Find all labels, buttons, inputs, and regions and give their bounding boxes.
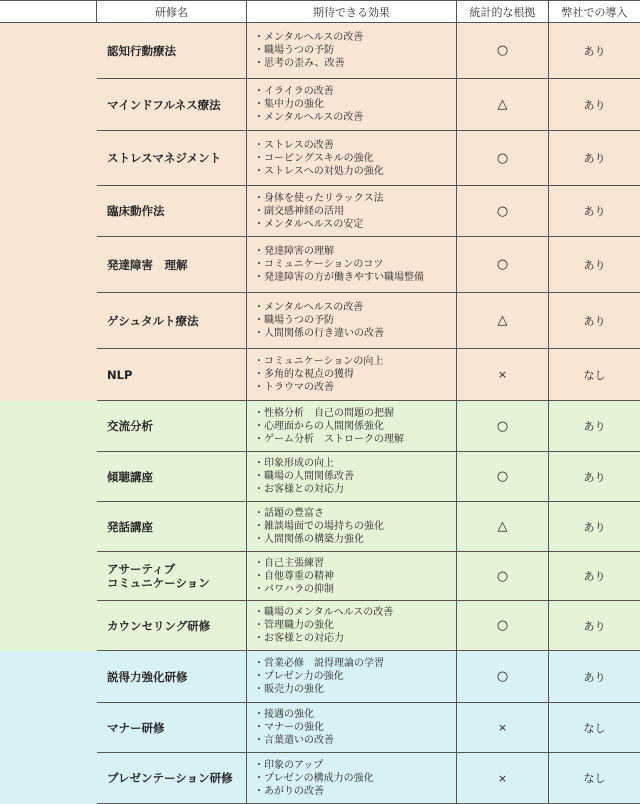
table-row bbox=[0, 502, 640, 552]
statistics-mark: × bbox=[457, 349, 549, 401]
header-category bbox=[0, 1, 97, 23]
header-introduction: 弊社での導入 bbox=[549, 1, 640, 23]
training-name: 交流分析 bbox=[97, 401, 247, 452]
effect-item: ・あがりの改善 bbox=[254, 785, 324, 797]
effect-item: ・身体を使ったリラックス法 bbox=[254, 192, 384, 204]
introduction-status: あり bbox=[549, 293, 640, 349]
effect-item: ・印象のアップ bbox=[254, 759, 324, 771]
effect-item: ・営業必修 説得理論の学習 bbox=[254, 658, 384, 669]
table-row bbox=[0, 703, 640, 753]
effect-item: ・お客様との対応力 bbox=[254, 484, 344, 495]
effect-item: ・多角的な視点の獲得 bbox=[254, 369, 354, 380]
effect-item: ・職場のメンタルヘルスの改善 bbox=[254, 607, 394, 618]
header-name: 研修名 bbox=[97, 1, 247, 23]
effect-item: ・コミュニケーションのコツ bbox=[254, 259, 384, 270]
effects-list bbox=[247, 502, 457, 552]
statistics-mark: ○ bbox=[457, 601, 549, 651]
introduction-status: あり bbox=[549, 186, 640, 237]
effects-list bbox=[247, 23, 457, 79]
effect-item: ・自己主張練習 bbox=[254, 557, 324, 569]
header-statistics: 統計的な根拠 bbox=[457, 1, 549, 23]
training-name: ゲシュタルト療法 bbox=[97, 293, 247, 349]
statistics-mark: ○ bbox=[457, 131, 549, 186]
statistics-mark: ○ bbox=[457, 186, 549, 237]
introduction-status: あり bbox=[549, 452, 640, 502]
introduction-status: なし bbox=[549, 753, 640, 804]
effects-list bbox=[247, 452, 457, 502]
introduction-status: あり bbox=[549, 601, 640, 651]
introduction-status: あり bbox=[549, 79, 640, 131]
table-row bbox=[0, 186, 640, 237]
table-row bbox=[0, 452, 640, 502]
effect-item: ・思考の歪み、改善 bbox=[254, 58, 345, 69]
training-name: 発話講座 bbox=[97, 502, 247, 552]
effect-item: ・管理職力の強化 bbox=[254, 620, 334, 631]
effect-item: ・職場の人間関係改善 bbox=[254, 471, 354, 482]
table-row bbox=[0, 79, 640, 131]
training-name: アサーティブ コミュニケーション bbox=[97, 552, 247, 601]
introduction-status: なし bbox=[549, 703, 640, 753]
effect-item: ・発達障害の理解 bbox=[254, 246, 334, 257]
effect-item: ・販売力の強化 bbox=[254, 684, 324, 695]
header-row bbox=[0, 1, 640, 23]
introduction-status: なし bbox=[549, 349, 640, 401]
introduction-status: あり bbox=[549, 502, 640, 552]
effect-item: ・性格分析 自己の問題の把握 bbox=[254, 407, 394, 419]
training-name: 傾聴講座 bbox=[97, 452, 247, 502]
training-name: NLP bbox=[97, 349, 247, 401]
table-row bbox=[0, 552, 640, 601]
effect-item: ・ゲーム分析 ストロークの理解 bbox=[254, 433, 404, 445]
effects-list bbox=[247, 601, 457, 651]
effect-item: ・ストレスの改善 bbox=[254, 139, 334, 151]
effect-item: ・ストレスへの対処力の強化 bbox=[254, 165, 384, 177]
effects-list bbox=[247, 293, 457, 349]
effects-list bbox=[247, 651, 457, 703]
training-name: 発達障害 理解 bbox=[97, 237, 247, 293]
effect-item: ・集中力の強化 bbox=[254, 99, 324, 110]
statistics-mark: ○ bbox=[457, 651, 549, 703]
effect-item: ・職場うつの予防 bbox=[254, 315, 334, 326]
effect-item: ・コーピングスキルの強化 bbox=[254, 152, 374, 164]
training-name: マインドフルネス療法 bbox=[97, 79, 247, 131]
table-row bbox=[0, 293, 640, 349]
training-name: 認知行動療法 bbox=[97, 23, 247, 79]
training-name: 説得力強化研修 bbox=[97, 651, 247, 703]
statistics-mark: × bbox=[457, 753, 549, 804]
effects-list bbox=[247, 131, 457, 186]
statistics-mark: × bbox=[457, 703, 549, 753]
introduction-status: あり bbox=[549, 552, 640, 601]
effects-list bbox=[247, 401, 457, 452]
training-name: ストレスマネジメント bbox=[97, 131, 247, 186]
training-name: プレゼンテーション研修 bbox=[97, 753, 247, 804]
table-row bbox=[0, 23, 640, 79]
effect-item: ・プレゼンの構成力の強化 bbox=[254, 772, 374, 784]
effect-item: ・メンタルヘルスの安定 bbox=[254, 218, 364, 230]
effects-list bbox=[247, 753, 457, 804]
effect-item: ・トラウマの改善 bbox=[254, 382, 334, 393]
statistics-mark: ○ bbox=[457, 452, 549, 502]
statistics-mark: ○ bbox=[457, 552, 549, 601]
table-row bbox=[0, 349, 640, 401]
effects-list bbox=[247, 349, 457, 401]
effects-list bbox=[247, 703, 457, 753]
effect-item: ・接遇の強化 bbox=[254, 709, 314, 720]
effect-item: ・話題の豊富さ bbox=[254, 508, 324, 519]
table-row bbox=[0, 753, 640, 804]
table-row bbox=[0, 131, 640, 186]
effect-item: ・メンタルヘルスの改善 bbox=[254, 32, 364, 43]
effect-item: ・副交感神経の活用 bbox=[254, 205, 344, 217]
effects-list bbox=[247, 552, 457, 601]
introduction-status: あり bbox=[549, 401, 640, 452]
introduction-status: あり bbox=[549, 23, 640, 79]
effect-item: ・イライラの改善 bbox=[254, 86, 334, 97]
training-name: マナー研修 bbox=[97, 703, 247, 753]
effect-item: ・言葉遣いの改善 bbox=[254, 735, 334, 746]
effect-item: ・自他尊重の精神 bbox=[254, 570, 334, 582]
introduction-status: あり bbox=[549, 651, 640, 703]
training-name: 臨床動作法 bbox=[97, 186, 247, 237]
table-row bbox=[0, 601, 640, 651]
effect-item: ・パワハラの抑制 bbox=[254, 583, 334, 595]
effect-item: ・メンタルヘルスの改善 bbox=[254, 112, 364, 123]
effect-item: ・メンタルヘルスの改善 bbox=[254, 302, 364, 313]
statistics-mark: △ bbox=[457, 293, 549, 349]
effect-item: ・印象形成の向上 bbox=[254, 458, 334, 469]
effect-item: ・人間関係の構築力強化 bbox=[254, 534, 364, 545]
effect-item: ・雑談場面での場持ちの強化 bbox=[254, 521, 384, 532]
effect-item: ・発達障害の方が働きやすい職場整備 bbox=[254, 272, 424, 283]
statistics-mark: ○ bbox=[457, 401, 549, 452]
table-row bbox=[0, 651, 640, 703]
effect-item: ・職場うつの予防 bbox=[254, 45, 334, 56]
training-name: カウンセリング研修 bbox=[97, 601, 247, 651]
effect-item: ・お客様との対応力 bbox=[254, 633, 344, 644]
effects-list bbox=[247, 237, 457, 293]
statistics-mark: ○ bbox=[457, 23, 549, 79]
effects-list bbox=[247, 186, 457, 237]
table-row bbox=[0, 237, 640, 293]
effect-item: ・プレゼン力の強化 bbox=[254, 671, 344, 682]
effect-item: ・マナーの強化 bbox=[254, 722, 324, 733]
statistics-mark: △ bbox=[457, 502, 549, 552]
effect-item: ・心理面からの人間関係強化 bbox=[254, 420, 384, 432]
introduction-status: あり bbox=[549, 131, 640, 186]
effect-item: ・コミュニケーションの向上 bbox=[254, 356, 384, 367]
effect-item: ・人間関係の行き違いの改善 bbox=[254, 328, 384, 339]
effects-list bbox=[247, 79, 457, 131]
statistics-mark: △ bbox=[457, 79, 549, 131]
header-effects: 期待できる効果 bbox=[247, 1, 457, 23]
table-row bbox=[0, 401, 640, 452]
statistics-mark: ○ bbox=[457, 237, 549, 293]
introduction-status: あり bbox=[549, 237, 640, 293]
